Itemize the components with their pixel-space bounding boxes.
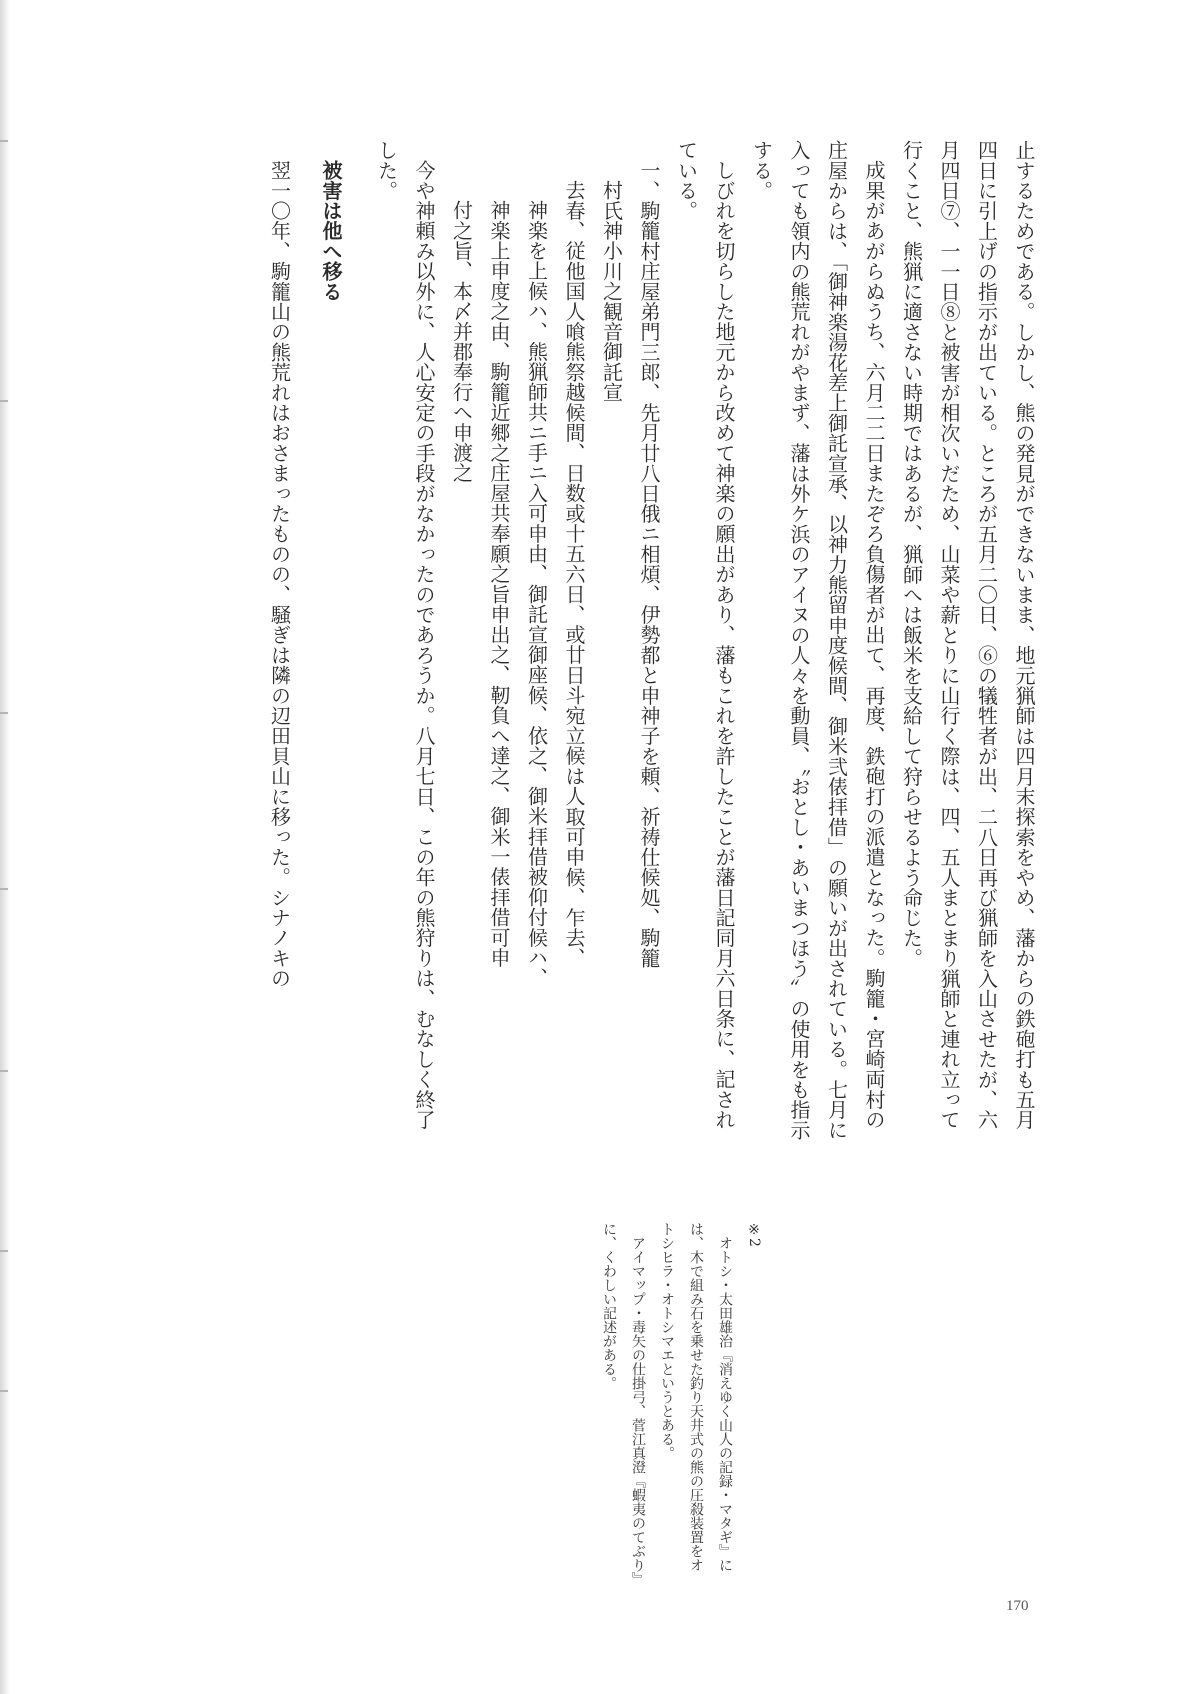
- footnote-text: オトシ・太田雄治『消えゆく山人の記録・マタギ』には、木で組み石を乗せた釣り天井式の熊の圧殺装置をオトシヒラ・オトシマエというとある。: [659, 1222, 733, 1572]
- footnote: [594, 1222, 768, 1582]
- footnote-text: アイマップ・毒矢の仕掛弓、菅江真澄『蝦夷のてぶり』に、くわしい記述がある。: [601, 1222, 646, 1579]
- section-heading: 被害は他へ移る: [319, 160, 343, 302]
- body-paragraph: 翌一〇年、駒籠山の熊荒れはおさまったものの、騒ぎは隣の辺田貝山に移った。シナノキの: [267, 160, 292, 989]
- main-body-text: [260, 140, 1042, 1140]
- quoted-record-line: 村氏神小川之観音御託宣: [599, 180, 624, 403]
- scan-edge-mark: [0, 400, 8, 402]
- body-paragraph: 成果があがらぬうち、六月二二日またぞろ負傷者が出て、再度、鉄砲打の派遣となった。駒籠・宮崎両村の庄屋からは、「御神楽湯花差上御託宣承、以神力熊留申度候間、御米弐俵拝借」の願いが出されている。七月に入っても領内の熊荒れがやまず、藩は外ケ浜のアイヌの人々を動員、〝おとし・あいまつほう〟の使用をも指示する。: [749, 140, 886, 1140]
- scan-edge-shadow: [0, 0, 10, 1694]
- scan-edge-mark: [0, 1250, 8, 1252]
- quoted-record-line: 一、駒籠村庄屋弟門三郎、先月廿八日俄ニ相煩、伊勢都と申神子を頼、祈祷仕候処、駒籠: [637, 160, 661, 968]
- scan-edge-mark: [0, 888, 8, 890]
- quoted-record-line: 付之旨、本〆并郡奉行へ申渡之: [449, 200, 474, 483]
- quoted-record-line: 神楽上申度之由、駒籠近郷之庄屋共奉願之旨申出之、靭負へ達之、御米一俵拝借可申: [487, 200, 511, 968]
- footnote-mark: ※2: [746, 1222, 762, 1247]
- page-number: 170: [1006, 1598, 1029, 1614]
- scan-edge-mark: [0, 1390, 8, 1392]
- body-paragraph: しびれを切らした地元から改めて神楽の願出があり、藩もこれを許したことが藩日記同月六日条に、記されている。: [674, 140, 736, 1130]
- quoted-record-line: 神楽を上候ハ、熊猟師共ニ手ニ入可申由、御託宣御座候、依之、御米拝借被仰付候ハ、: [524, 200, 549, 988]
- scan-edge-mark: [0, 140, 8, 142]
- scan-edge-mark: [0, 712, 8, 714]
- body-paragraph: 止するためである。しかし、熊の発見ができないまま、地元猟師は四月末探索をやめ、藩からの鉄砲打も五月四日に引上げの指示が出ている。ところが五月二〇日、⑥の犠牲者が出、二八日再び猟師を入山させたが、六月四日⑦、一一日⑧と被害が相次いだため、山菜や薪とりに山行く際は、四、五人まとまり猟師と連れ立って行くこと、熊猟に適さない時期ではあるが、猟師へは飯米を支給して狩らせるよう命じた。: [899, 140, 1036, 1130]
- scan-edge-mark: [0, 1070, 8, 1072]
- body-paragraph: 今や神頼み以外に、人心安定の手段がなかったのであろうか。八月七日、この年の熊狩りは、むなしく終了した。: [374, 140, 436, 1130]
- quoted-record-line: 去春、従他国人喰熊祭越候間、日数或十五六日、或廿日斗宛立候は人取可申候、乍去、: [562, 180, 586, 968]
